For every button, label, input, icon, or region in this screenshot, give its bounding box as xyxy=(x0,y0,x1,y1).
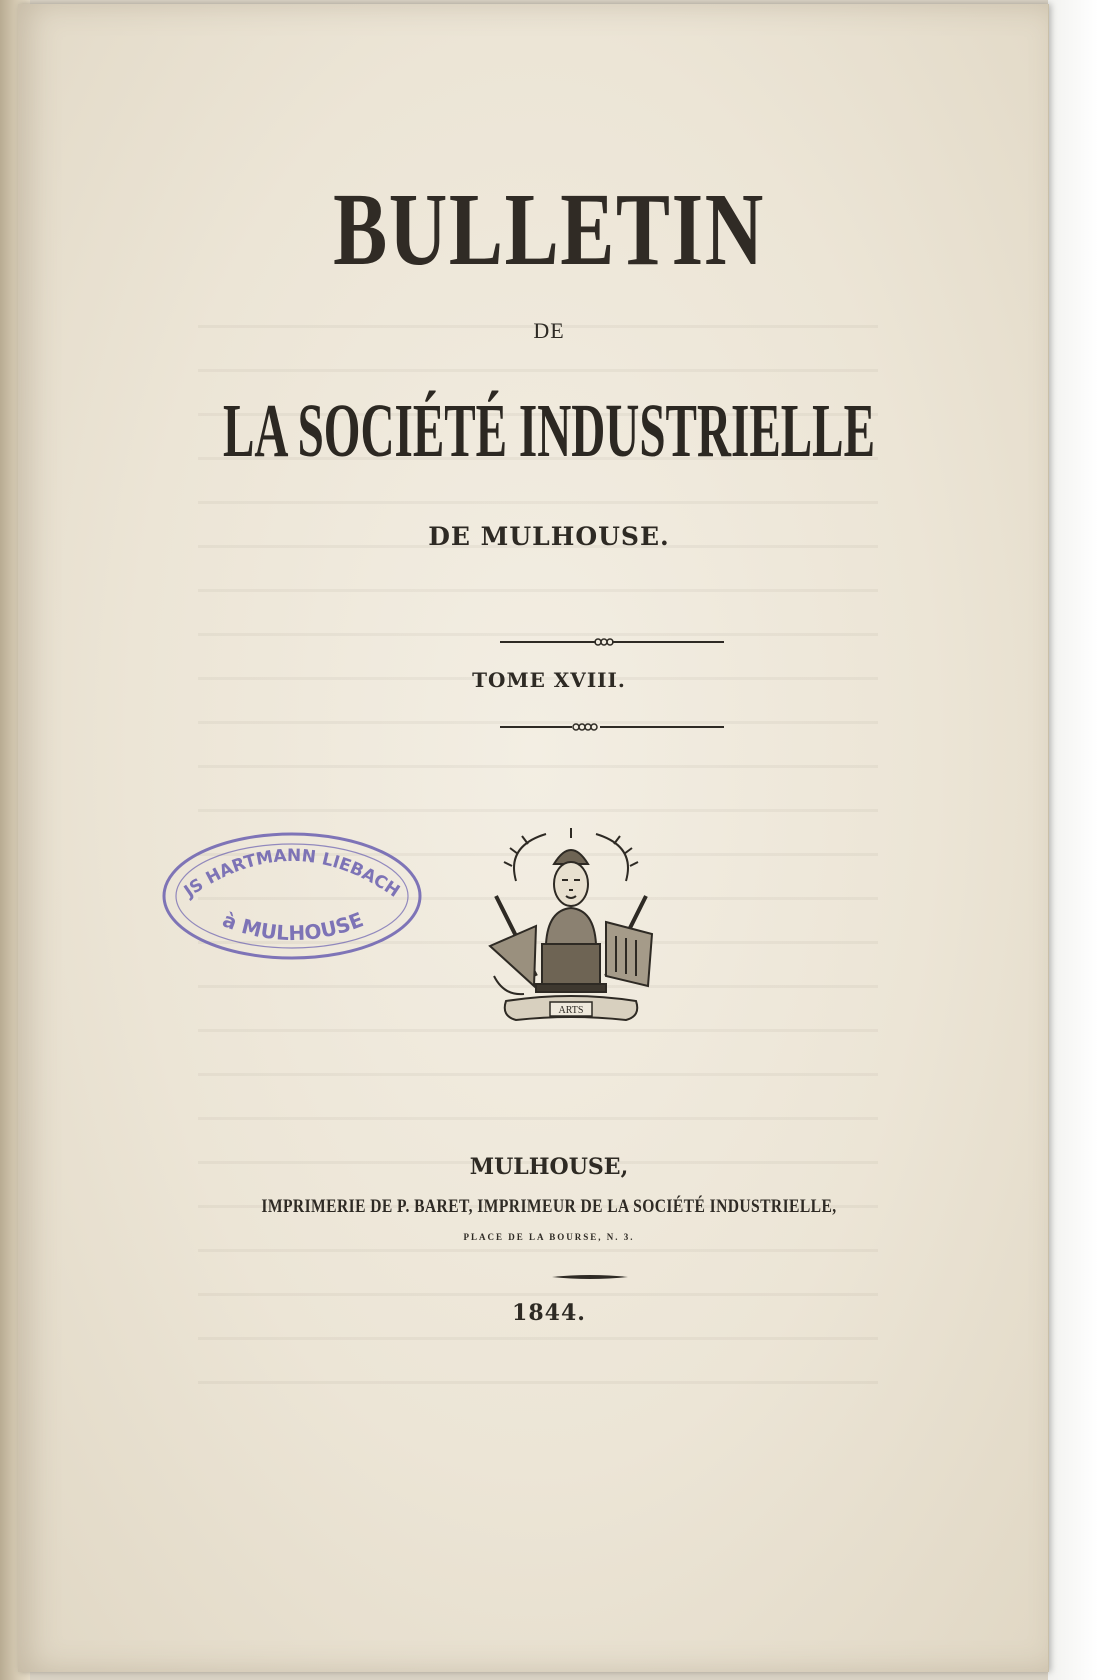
scan-background xyxy=(1048,0,1098,1680)
svg-text:à MULHOUSE xyxy=(219,907,366,945)
minerva-vignette-icon xyxy=(476,826,666,1031)
stamp-owner: JS HARTMANN LIEBACH xyxy=(180,845,404,902)
publication-year: 1844. xyxy=(512,1300,586,1326)
svg-text:JS HARTMANN LIEBACH xyxy=(180,846,403,902)
title-connector: DE xyxy=(533,318,565,343)
ornamental-rule-icon xyxy=(0,636,1098,648)
library-stamp-icon xyxy=(158,826,426,966)
main-title: BULLETIN xyxy=(333,172,765,287)
imprint-printer: IMPRIMERIE DE P. BARET, IMPRIMEUR DE LA SOCIÉTÉ INDUSTRIELLE, xyxy=(261,1196,837,1217)
imprint-city: MULHOUSE, xyxy=(469,1154,629,1180)
volume-number: TOME XVIII. xyxy=(472,668,626,692)
society-name: LA SOCIÉTÉ INDUSTRIELLE xyxy=(222,389,876,473)
society-place: DE MULHOUSE. xyxy=(428,522,670,551)
ornamental-rule-icon xyxy=(0,721,1098,733)
separator-rule xyxy=(0,1271,1098,1283)
imprint-address: PLACE DE LA BOURSE, N. 3. xyxy=(463,1232,635,1242)
vignette-label: ARTS xyxy=(558,1005,584,1016)
stamp-city: à MULHOUSE xyxy=(219,907,367,946)
